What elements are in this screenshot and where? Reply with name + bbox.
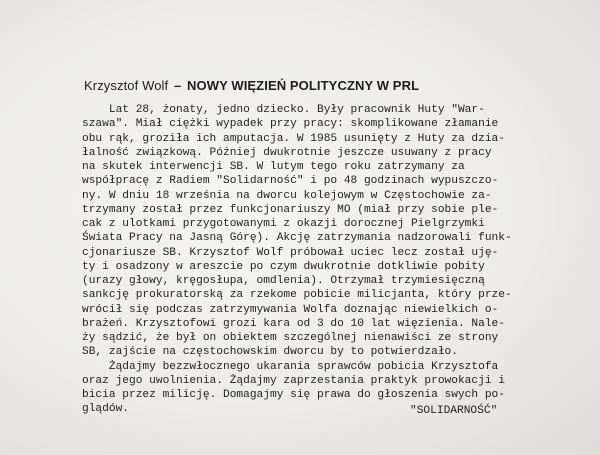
heading-title: NOWY WIĘZIEŃ POLITYCZNY W PRL	[187, 78, 420, 93]
body-line: obu rąk, groziła ich amputacja. W 1985 usunięty z Huty za dzia-	[82, 132, 505, 145]
article-heading	[84, 78, 584, 93]
body-line: (urazy głowy, kręgosłupa, omdlenia). Otrzymał trzymiesięczną	[82, 275, 485, 287]
body-line: współpracę z Radiem "Solidarność" i po 48 godzinach wypuszczo-	[82, 175, 499, 188]
body-line: glądów.	[82, 403, 129, 416]
body-line: oraz jego uwolnienia. Żądajmy zaprzestania praktyk prowokacji i	[82, 374, 505, 387]
body-line: ty i osadzony w areszcie po czym dwukrotnie dotkliwie pobity	[82, 260, 485, 273]
body-line: brażeń. Krzysztofowi grozi kara od 3 do 10 lat więzienia. Nale-	[82, 317, 505, 330]
body-line: Świata Pracy na Jasną Górę). Akcję zatrzymania nadzorowali funk-	[82, 232, 512, 245]
heading-author: Krzysztof Wolf	[84, 78, 169, 93]
body-line: szawa". Miał ciężki wypadek przy pracy: skomplikowane złamanie	[82, 118, 499, 131]
body-line: Żądajmy bezzwłocznego ukarania sprawców pobicia Krzysztofa	[82, 360, 499, 373]
heading-dash: –	[173, 78, 182, 93]
body-line: sankcję prokuratorską za rzekome pobicie milicjanta, który prze-	[82, 289, 512, 302]
signature: "SOLIDARNOŚĆ"	[410, 405, 498, 417]
body-line: wrócił się podczas zatrzymywania Wolfa doznając niewielkich o-	[82, 303, 499, 316]
body-line: na skutek interwencji SB. W lutym tego roku zatrzymany za	[82, 161, 465, 173]
body-line: trzymany został przez funkcjonariuszy MO (miał przy sobie ple-	[82, 203, 499, 216]
body-line: Lat 28, żonaty, jedno dziecko. Były pracownik Huty "War-	[82, 104, 485, 116]
article-body	[82, 103, 597, 417]
body-line: SB, zajście na częstochowskim dworcu by to potwierdzało.	[82, 346, 458, 359]
body-line: ny. W dniu 18 września na dworcu kolejowym w Częstochowie za-	[82, 189, 492, 202]
body-line: ży sądzić, że był on obiektem szczególnej nienawiści ze strony	[82, 332, 499, 344]
body-line: bicia przez milicję. Domagajmy się prawa do głoszenia swych po-	[82, 389, 505, 401]
body-line: cjonariusze SB. Krzysztof Wolf próbował uciec lecz został uję-	[82, 246, 499, 259]
body-line: cak z ulotkami przygotowanymi z okazji dorocznej Pielgrzymki	[82, 218, 485, 230]
body-line: łalność związkową. Później dwukrotnie jeszcze usuwany z pracy	[82, 146, 492, 159]
